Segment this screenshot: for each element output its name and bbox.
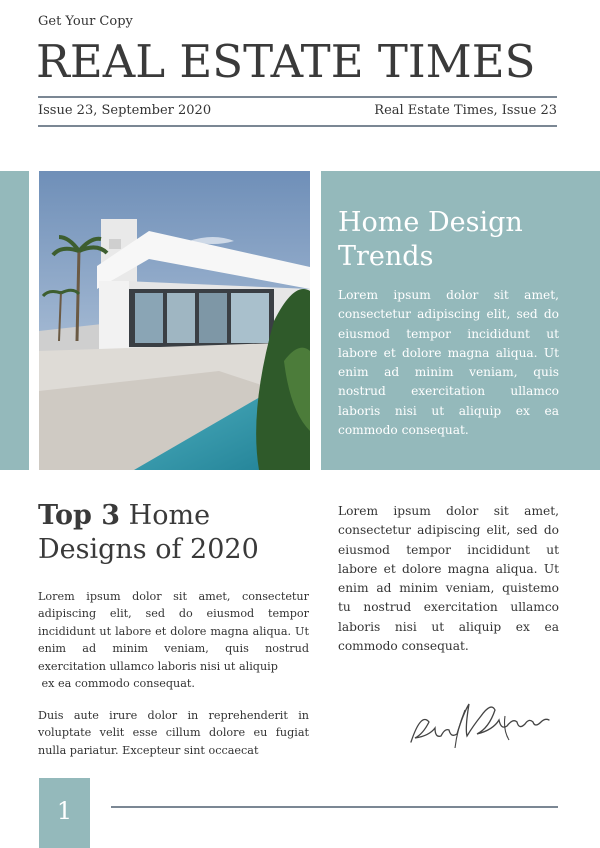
para1-tail: ex ea commodo consequat. (38, 677, 195, 691)
issue-label: Real Estate Times, Issue 23 (374, 103, 557, 118)
masthead-title: REAL ESTATE TIMES (36, 35, 536, 88)
feature-text: Lorem ipsum dolor sit amet, consectetur adipiscing elit, sed do eiusmod tempor incididunt ut labore et dolore magna aliqua. Ut enim ad minim veniam, quis nostrud exercitation ullamco laboris nisi ut aliquip ex ea commodo consequat. (338, 288, 559, 438)
page-number: 1 (56, 797, 73, 825)
heading-rest: Home (120, 500, 211, 531)
article-paragraph-1 (38, 588, 309, 692)
article-paragraph-2: Duis aute irure dolor in reprehenderit in voluptate velit esse cillum dolore eu fugiat nulla pariatur. Excepteur sint occaecat (38, 709, 309, 757)
article-heading (38, 499, 298, 567)
accent-strip (0, 171, 29, 470)
feature-title-line2: Trends (338, 241, 434, 272)
heading-bold: Top 3 (38, 500, 121, 531)
footer-rule (111, 806, 558, 808)
feature-title-line1: Home Design (338, 207, 523, 238)
house-photo (39, 171, 310, 470)
issue-date: Issue 23, September 2020 (38, 103, 212, 118)
para1-main: Lorem ipsum dolor sit amet, consectetur adipiscing elit, sed do eiusmod tempor incididunt ut labore et dolore magna aliqua. Ut enim ad minim veniam, quis nostrud exercitation ullamco laboris nisi ut aliquip (38, 590, 309, 673)
heading-line2: Designs of 2020 (38, 534, 259, 565)
right-column-text: Lorem ipsum dolor sit amet, consectetur adipiscing elit, sed do eiusmod tempor incididunt ut labore et dolore magna aliqua. Ut enim ad minim veniam, quistemo tu nostrud exercitation ullamco laboris nisi ut aliquip ex ea commodo consequat. (338, 504, 559, 654)
header-rule-bottom (38, 125, 557, 127)
kicker: Get Your Copy (38, 14, 133, 29)
feature-title (338, 206, 568, 274)
header-rule-top (38, 96, 557, 98)
signature (405, 702, 565, 758)
